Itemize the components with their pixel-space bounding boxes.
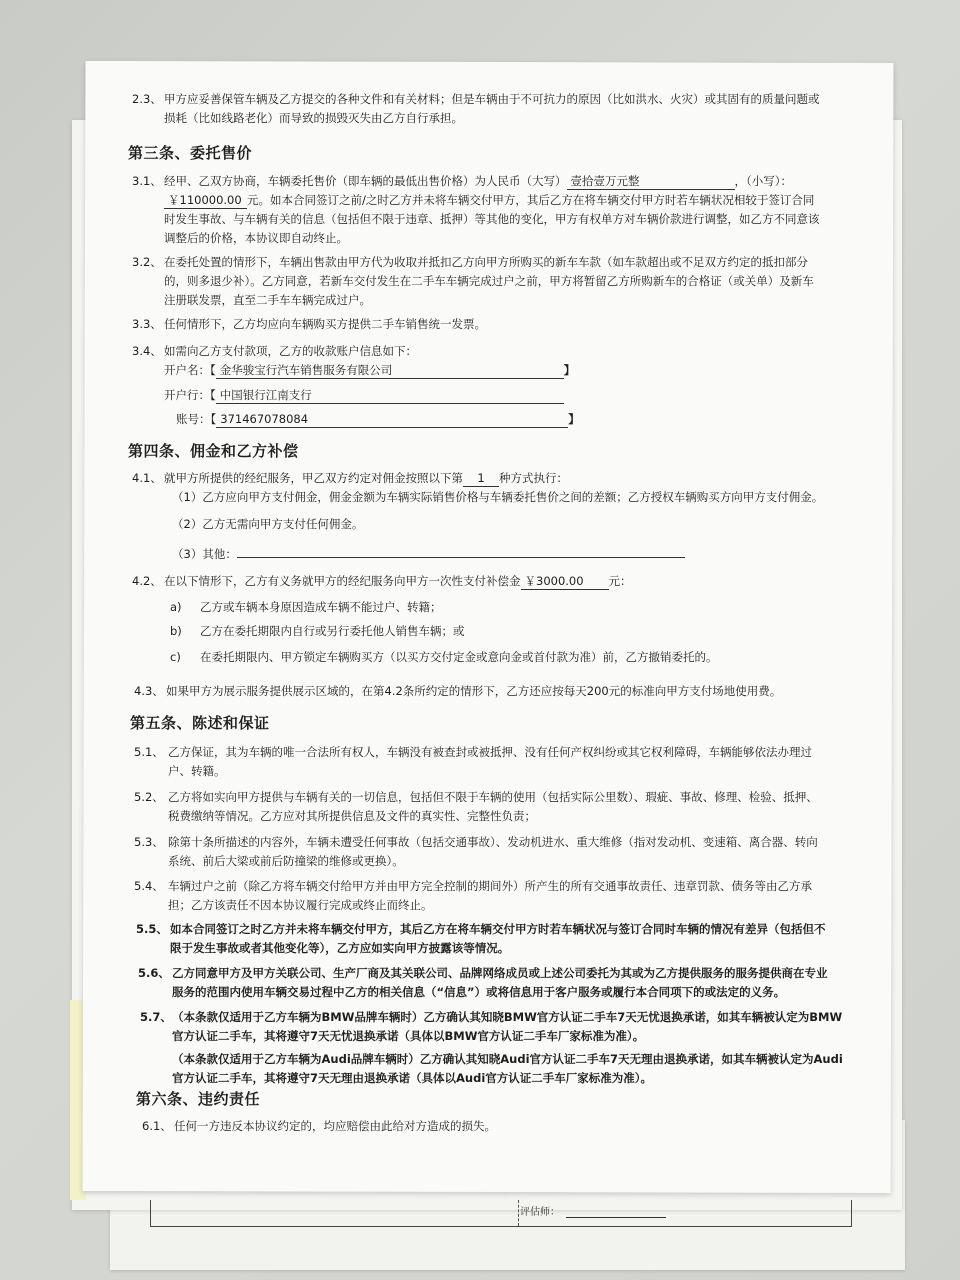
account-holder-field: 金华骏宝行汽车销售服务有限公司 bbox=[216, 363, 564, 379]
clause-5-3-line2: 系统、前后大梁或前后防撞梁的维修或更换）。 bbox=[168, 854, 404, 868]
clause-3-2-line1: 在委托处置的情形下，车辆出售款由甲方代为收取并抵扣乙方向甲方所购买的新车车款（如车款超出或不足双方约定的抵扣部分 bbox=[164, 255, 808, 269]
article-3-title: 第三条、委托售价 bbox=[128, 144, 253, 162]
commission-option-2: （2）乙方无需向甲方支付任何佣金。 bbox=[172, 517, 364, 531]
commission-option-field: 1 bbox=[463, 471, 499, 487]
clause-number: 5.7、 bbox=[140, 1010, 172, 1024]
other-option-field bbox=[237, 542, 685, 558]
clause-number: 5.2、 bbox=[134, 790, 164, 804]
clause-number: 4.2、 bbox=[132, 574, 162, 588]
clause-4-2-line1 bbox=[164, 572, 632, 591]
clause-number: 5.3、 bbox=[134, 835, 164, 849]
clause-3-1-text-c: 元。如本合同签订之前/之时乙方并未将车辆交付甲方，其后乙方在将车辆交付甲方时若车辆状况相较于签订合同 bbox=[247, 193, 815, 207]
clause-number: 4.3、 bbox=[134, 684, 164, 698]
clause-5-4-line2: 担；乙方该责任不因本协议履行完成或终止而终止。 bbox=[168, 898, 433, 912]
bracket-close: 】 bbox=[568, 412, 580, 426]
commission-option-3 bbox=[172, 542, 685, 564]
clause-5-6-line1: 乙方同意甲方及甲方关联公司、生产厂商及其关联公司、品牌网络成员或上述公司委托为其或为乙方提供服务的服务提供商在专业 bbox=[172, 966, 828, 980]
compensation-amount-field: ￥3000.00 bbox=[521, 574, 609, 590]
account-number-row bbox=[176, 410, 580, 429]
clause-4-1-text-a: 就甲方所提供的经纪服务，甲乙双方约定对佣金按照以下第 bbox=[164, 471, 463, 485]
clause-number: 4.1、 bbox=[132, 471, 162, 485]
account-holder-label: 开户名：【 bbox=[164, 363, 216, 377]
account-number-label: 账号：【 bbox=[176, 412, 217, 426]
clause-2-3-line2: 损耗（比如线路老化）而导致的损毁灭失由乙方自行承担。 bbox=[164, 111, 463, 125]
account-number-field: 371467078084 bbox=[216, 412, 568, 428]
price-uppercase-field: 壹拾壹万元整 bbox=[567, 174, 735, 190]
clause-5-1-line2: 户、转籍。 bbox=[168, 764, 226, 778]
article-5-title: 第五条、陈述和保证 bbox=[130, 714, 270, 732]
clause-5-7-line3: （本条款仅适用于乙方车辆为Audi品牌车辆时）乙方确认其知晓Audi官方认证二手车7天无理由退换承诺，如其车辆被认定为Audi bbox=[172, 1052, 843, 1066]
clause-number: 3.4、 bbox=[132, 344, 162, 358]
price-lowercase-field: ￥110000.00 bbox=[164, 193, 247, 209]
clause-3-1-text-a: 经甲、乙双方协商，车辆委托售价（即车辆的最低出售价格）为人民币（大写） bbox=[164, 174, 567, 188]
clause-5-7-line4: 官方认证二手车，其将遵守7天无理由退换承诺（具体以Audi官方认证二手车厂家标准为准）。 bbox=[172, 1071, 653, 1085]
clause-number: 3.2、 bbox=[132, 255, 162, 269]
clause-number: 5.1、 bbox=[134, 745, 164, 759]
compensation-case-a: 乙方或车辆本身原因造成车辆不能过户、转籍； bbox=[200, 600, 442, 614]
account-holder-row bbox=[164, 361, 575, 380]
clause-5-4-line1: 车辆过户之前（除乙方将车辆交付给甲方并由甲方完全控制的期间外）所产生的所有交通事故责任、违章罚款、债务等由乙方承 bbox=[168, 879, 812, 893]
bracket-close: 】 bbox=[563, 363, 576, 377]
clause-3-1-line2 bbox=[164, 191, 814, 210]
clause-3-2-line2: 的，则多退少补）。乙方同意，若新车交付发生在二手车车辆完成过户之前，甲方将暂留乙方所购新车的合格证（或关单）及新车 bbox=[164, 274, 814, 288]
clause-5-1-line1: 乙方保证，其为车辆的唯一合法所有权人，车辆没有被查封或被抵押、没有任何产权纠纷或其它权利障碍，车辆能够依法办理过 bbox=[168, 745, 812, 759]
clause-number: 2.3、 bbox=[132, 92, 162, 106]
bank-row bbox=[164, 386, 564, 405]
clause-3-1-line4: 调整后的价格，本协议即自动终止。 bbox=[164, 231, 348, 245]
article-4-title: 第四条、佣金和乙方补偿 bbox=[128, 442, 299, 460]
clause-4-1-text-b: 种方式执行： bbox=[499, 471, 568, 485]
clause-3-1-text-b: ，（小写）： bbox=[734, 174, 792, 188]
clause-2-3-line1: 甲方应妥善保管车辆及乙方提交的各种文件和有关材料；但是车辆由于不可抗力的原因（比如洪水、火灾）或其固有的质量问题或 bbox=[164, 92, 820, 106]
contract-text bbox=[84, 62, 892, 1192]
clause-number: 5.6、 bbox=[138, 966, 170, 980]
list-marker: a) bbox=[170, 600, 182, 614]
footer-separator bbox=[518, 1200, 519, 1226]
clause-5-7-line2: 官方认证二手车，其将遵守7天无忧退换承诺（具体以BMW官方认证二手车厂家标准为准）。 bbox=[172, 1029, 645, 1043]
clause-4-2-text-b: 元： bbox=[608, 574, 632, 588]
clause-5-2-line1: 乙方将如实向甲方提供与车辆有关的一切信息，包括但不限于车辆的使用（包括实际公里数）、瑕疵、事故、修理、检验、抵押、 bbox=[168, 790, 818, 804]
article-6-title: 第六条、违约责任 bbox=[136, 1090, 261, 1108]
clause-number: 3.1、 bbox=[132, 174, 162, 188]
clause-3-1-line1 bbox=[164, 172, 792, 191]
clause-number: 3.3、 bbox=[132, 317, 162, 331]
commission-option-3-label: （3）其他： bbox=[172, 547, 237, 561]
list-marker: b) bbox=[170, 624, 182, 638]
clause-4-2-text-a: 在以下情形下，乙方有义务就甲方的经纪服务向甲方一次性支付补偿金 bbox=[164, 574, 521, 588]
commission-option-1: （1）乙方应向甲方支付佣金，佣金金额为车辆实际销售价格与车辆委托售价之间的差额；乙方授权车辆购买方向甲方支付佣金。 bbox=[172, 490, 824, 504]
clause-6-1-line1: 任何一方违反本协议约定的，均应赔偿由此给对方造成的损失。 bbox=[174, 1119, 496, 1133]
clause-5-6-line2: 服务的范围内使用车辆交易过程中乙方的相关信息（“信息”）或将信息用于客户服务或履行本合同项下的或法定的义务。 bbox=[172, 985, 786, 999]
bank-label: 开户行：【 bbox=[164, 388, 216, 402]
clause-3-4-line1: 如需向乙方支付款项，乙方的收款账户信息如下： bbox=[164, 344, 417, 358]
clause-4-3-line1: 如果甲方为展示服务提供展示区域的，在第4.2条所约定的情形下，乙方还应按每天200元的标准向甲方支付场地使用费。 bbox=[166, 684, 782, 698]
clause-5-3-line1: 除第十条所描述的内容外，车辆未遭受任何事故（包括交通事故）、发动机进水、重大维修（指对发动机、变速箱、离合器、转向 bbox=[168, 835, 818, 849]
clause-3-1-line3: 时发生事故、与车辆有关的信息（包括但不限于违章、抵押）等其他的变化，甲方有权单方对车辆价款进行调整，如乙方不同意该 bbox=[164, 212, 820, 226]
clause-number: 6.1、 bbox=[142, 1119, 172, 1133]
clause-5-5-line2: 限于发生事故或者其他变化等），乙方应如实向甲方披露该等情况。 bbox=[170, 941, 510, 955]
clause-5-2-line2: 税费缴纳等情况。乙方应对其所提供信息及文件的真实性、完整性负责； bbox=[168, 809, 536, 823]
compensation-case-b: 乙方在委托期限内自行或另行委托他人销售车辆；或 bbox=[200, 624, 465, 638]
clause-3-2-line3: 注册联发票，直至二手车车辆完成过户。 bbox=[164, 293, 371, 307]
clause-4-1-line1 bbox=[164, 469, 568, 488]
clause-5-5-line1: 如本合同签订之时乙方并未将车辆交付甲方，其后乙方在将车辆交付甲方时若车辆状况与签订合同时车辆的情况有差异（包括但不 bbox=[170, 922, 826, 936]
clause-3-3-line1: 任何情形下，乙方均应向车辆购买方提供二手车销售统一发票。 bbox=[164, 317, 486, 331]
clause-number: 5.4、 bbox=[134, 879, 164, 893]
clause-number: 5.5、 bbox=[136, 922, 168, 936]
compensation-case-c: 在委托期限内、甲方锁定车辆购买方（以买方交付定金或意向金或首付款为准）前，乙方撤销委托的。 bbox=[200, 650, 718, 664]
bank-field: 中国银行江南支行 bbox=[216, 388, 564, 404]
list-marker: c) bbox=[170, 650, 181, 664]
footer-evaluator: 评估师： bbox=[520, 1203, 666, 1218]
back-sheet-footer-box bbox=[150, 1200, 852, 1227]
clause-5-7-line1: （本条款仅适用于乙方车辆为BMW品牌车辆时）乙方确认其知晓BMW官方认证二手车7天无忧退换承诺，如其车辆被认定为BMW bbox=[172, 1010, 843, 1024]
